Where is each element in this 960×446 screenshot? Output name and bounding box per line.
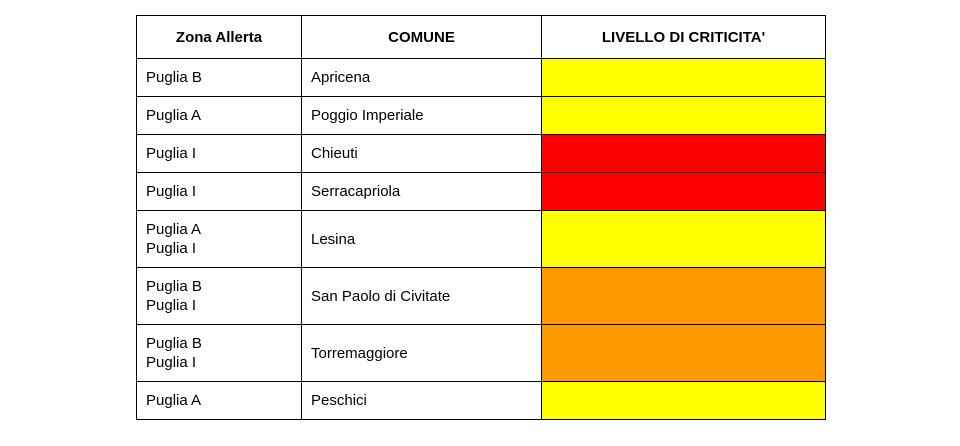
table-row: [137, 97, 826, 135]
zona-allerta-value: Puglia A: [146, 221, 202, 238]
zona-allerta-cell: [137, 325, 302, 382]
criticality-level-cell-orange: [542, 325, 826, 382]
table-header-row: [137, 16, 826, 59]
zona-allerta-cell: [137, 135, 302, 173]
table-row: [137, 382, 826, 420]
zona-allerta-value: Puglia I: [146, 183, 197, 200]
zona-allerta-value: Puglia B: [146, 69, 202, 86]
zona-allerta-cell: [137, 97, 302, 135]
table-body: [137, 59, 826, 420]
zona-allerta-cell: [137, 211, 302, 268]
table-row: [137, 268, 826, 325]
criticality-level-cell-red: [542, 173, 826, 211]
table-row: [137, 173, 826, 211]
zona-allerta-cell: [137, 59, 302, 97]
zona-allerta-value: Puglia B: [146, 278, 202, 295]
zona-allerta-cell: [137, 173, 302, 211]
comune-cell: Lesina: [302, 211, 542, 268]
criticality-level-cell-yellow: [542, 59, 826, 97]
zona-allerta-value: Puglia I: [146, 240, 197, 257]
zona-allerta-value: Puglia I: [146, 354, 197, 371]
table-row: [137, 211, 826, 268]
comune-cell: Apricena: [302, 59, 542, 97]
criticality-table: [136, 15, 826, 420]
comune-cell: Serracapriola: [302, 173, 542, 211]
header-zona-allerta: Zona Allerta: [137, 16, 302, 59]
criticality-level-cell-orange: [542, 268, 826, 325]
zona-allerta-cell: [137, 382, 302, 420]
criticality-level-cell-yellow: [542, 382, 826, 420]
zona-allerta-value: Puglia I: [146, 145, 197, 162]
zona-allerta-value: Puglia I: [146, 297, 197, 314]
criticality-level-cell-yellow: [542, 211, 826, 268]
table-row: [137, 325, 826, 382]
comune-cell: Chieuti: [302, 135, 542, 173]
zona-allerta-value: Puglia A: [146, 107, 202, 124]
criticality-level-cell-red: [542, 135, 826, 173]
comune-cell: Peschici: [302, 382, 542, 420]
criticality-level-cell-yellow: [542, 97, 826, 135]
zona-allerta-value: Puglia B: [146, 335, 202, 352]
zona-allerta-cell: [137, 268, 302, 325]
header-livello-criticita: LIVELLO DI CRITICITA': [542, 16, 826, 59]
table-row: [137, 135, 826, 173]
comune-cell: Poggio Imperiale: [302, 97, 542, 135]
zona-allerta-value: Puglia A: [146, 392, 202, 409]
comune-cell: Torremaggiore: [302, 325, 542, 382]
header-comune: COMUNE: [302, 16, 542, 59]
table-row: [137, 59, 826, 97]
comune-cell: San Paolo di Civitate: [302, 268, 542, 325]
